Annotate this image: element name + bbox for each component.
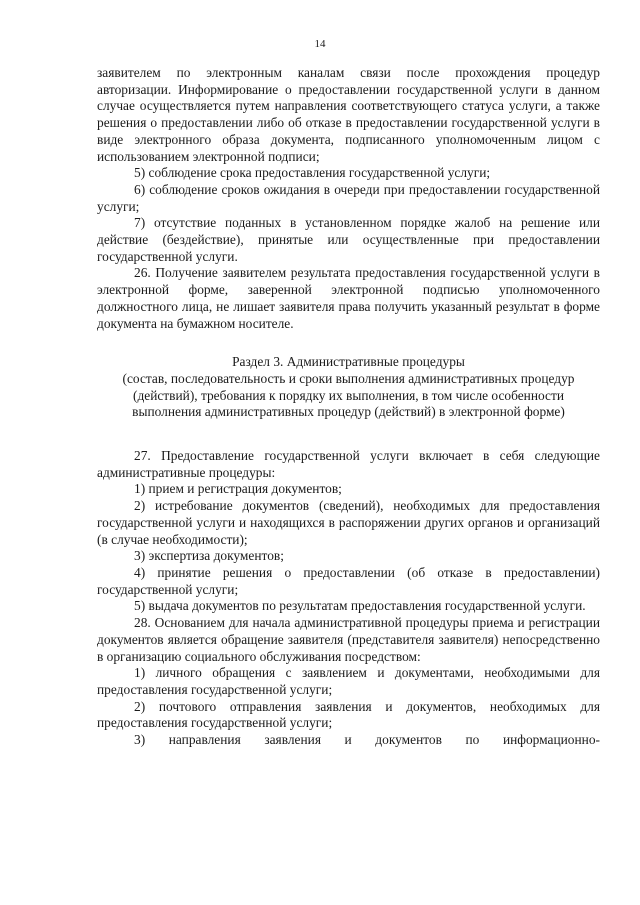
- page-number: 14: [314, 38, 326, 50]
- paragraph-27: 27. Предоставление государственной услуги включает в себя следующие административные процедуры:: [97, 448, 600, 480]
- paragraph-intro: [97, 65, 600, 165]
- section-heading: [97, 354, 600, 421]
- procedure-item-2: 2) истребование документов (сведений), необходимых для предоставления государственной услуги и находящихся в распоряжении других органов и организаций (в случае необходимости);: [97, 498, 600, 547]
- criteria-item-7: 7) отсутствие поданных в установленном порядке жалоб на решение или действие (бездействие), принятые или осуществленные при предоставлении государственной услуги.: [97, 215, 600, 264]
- procedure-item-1: 1) прием и регистрация документов;: [134, 481, 342, 497]
- criteria-item-6: 6) соблюдение сроков ожидания в очереди при предоставлении государственной услуги;: [97, 181, 600, 214]
- page-body: [97, 65, 600, 749]
- section-subtitle: (состав, последовательность и сроки выполнения административных процедур (действий), требования к порядку их выполнения, в том числе особенности выполнения административных процедур (действий) в электронной форме): [122, 370, 575, 420]
- basis-item-3: [97, 732, 600, 749]
- criteria-item-5: 5) соблюдение срока предоставления государственной услуги;: [134, 165, 491, 181]
- procedure-item-4: 4) принятие решения о предоставлении (об отказе в предоставлении) государственной услуги;: [97, 564, 600, 597]
- paragraph-intro-first-line: заявителем по электронным каналам связи после прохождения процедур: [97, 65, 600, 80]
- paragraph-26: 26. Получение заявителем результата предоставления государственной услуги в электронной форме, заверенной электронной подписью уполномоченного должностного лица, не лишает заявителя права получить указанный результат в форме документа на бумажном носителе.: [97, 265, 600, 331]
- procedure-item-5: 5) выдача документов по результатам предоставления государственной услуги.: [134, 598, 586, 614]
- basis-item-2: 2) почтового отправления заявления и документов, необходимых для предоставления государственной услуги;: [97, 698, 600, 731]
- section-title: Раздел 3. Административные процедуры: [232, 354, 465, 370]
- basis-item-3-text: 3) направления заявления и документов по информационно-: [134, 732, 600, 748]
- paragraph-28: 28. Основанием для начала административной процедуры приема и регистрации документов является обращение заявителя (представителя заявителя) непосредственно в организацию социального обслуживания посредством:: [97, 615, 600, 664]
- basis-item-1: 1) личного обращения с заявлением и документами, необходимыми для предоставления государственной услуги;: [97, 665, 600, 697]
- paragraph-intro-rest: авторизации. Информирование о предоставлении государственной услуги в данном случае осуществляется путем направления соответствующего статуса услуги, а также решения о предоставлении либо об отказе в предоставлении государственной услуги в виде электронного образа документа, подписанного уполномоченным лицом с использованием электронной подписи;: [97, 81, 600, 164]
- procedure-item-3: 3) экспертиза документов;: [134, 548, 284, 564]
